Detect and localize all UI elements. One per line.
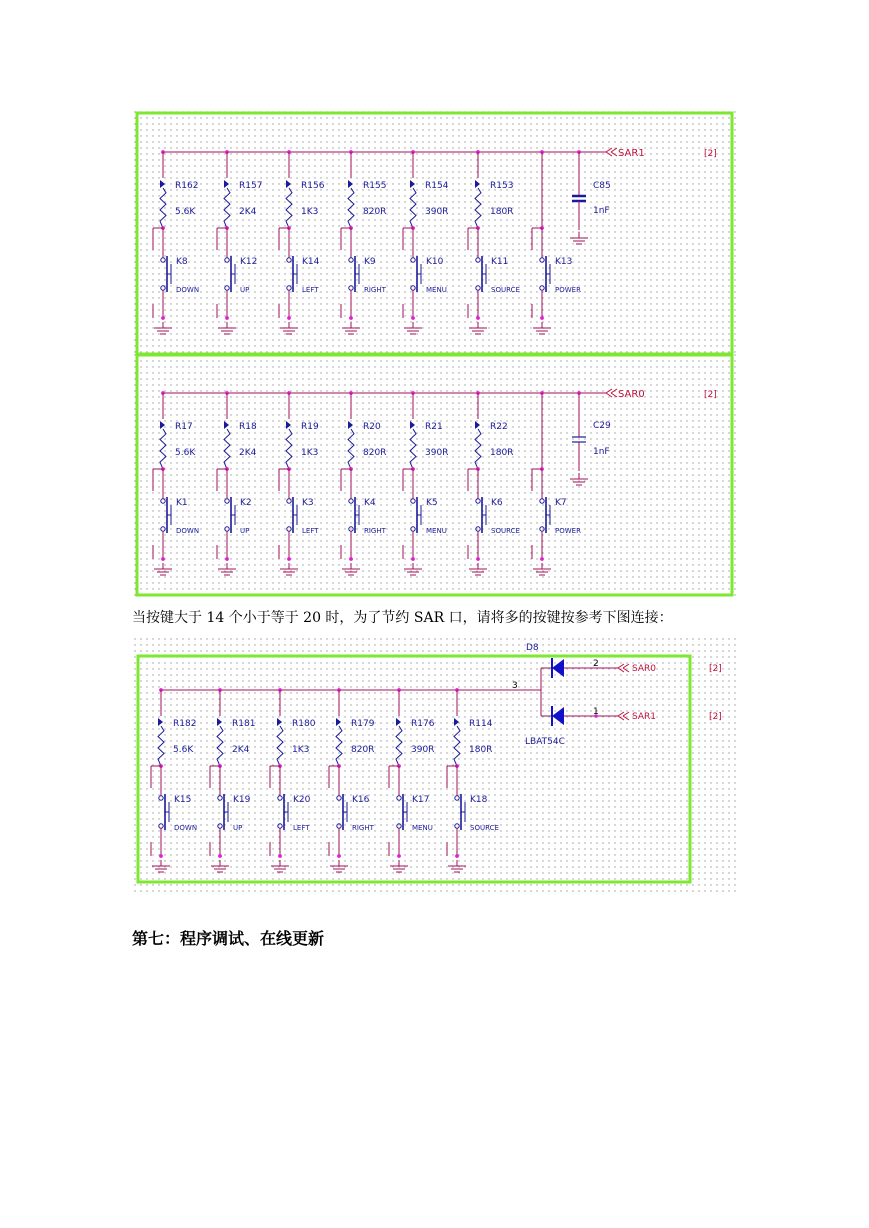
schematic-sar0-svg — [132, 352, 736, 597]
key-label: UP — [240, 286, 250, 294]
key-ref: K12 — [240, 257, 258, 267]
schematic-sar0 — [132, 352, 736, 597]
resistor-value: 2K4 — [239, 207, 257, 217]
resistor-value: 2K4 — [239, 448, 257, 458]
resistor-ref: R157 — [239, 181, 263, 191]
sheet-ref: [2] — [704, 390, 717, 400]
diode-ref: D8 — [526, 643, 539, 653]
key-label: LEFT — [293, 824, 310, 832]
junction-node — [337, 854, 341, 858]
key-ref: K5 — [426, 498, 438, 508]
resistor-value: 820R — [351, 745, 375, 755]
junction-node — [287, 316, 291, 320]
junction-node — [159, 854, 163, 858]
key-label: MENU — [426, 527, 447, 535]
schematic-sar1 — [132, 109, 736, 357]
key-label: SOURCE — [470, 824, 499, 832]
key-label: UP — [233, 824, 243, 832]
schematic-sar1-svg — [132, 109, 736, 357]
resistor-value: 180R — [469, 745, 493, 755]
resistor-value: 5.6K — [173, 745, 194, 755]
key-ref: K17 — [412, 795, 430, 805]
key-ref: K18 — [470, 795, 488, 805]
junction-node — [287, 557, 291, 561]
cap-ref: C85 — [593, 181, 611, 191]
junction-node — [218, 854, 222, 858]
section-heading: 第七：程序调试、在线更新 — [132, 929, 325, 948]
junction-node — [411, 316, 415, 320]
key-label: DOWN — [174, 824, 198, 832]
key-label: LEFT — [302, 286, 319, 294]
junction-node — [349, 316, 353, 320]
key-ref: K19 — [233, 795, 251, 805]
resistor-ref: R22 — [490, 422, 508, 432]
key-ref: K7 — [555, 498, 567, 508]
sheet-ref: [2] — [709, 712, 722, 722]
key-ref: K14 — [302, 257, 320, 267]
junction-node — [225, 316, 229, 320]
resistor-ref: R154 — [425, 181, 449, 191]
junction-node — [278, 854, 282, 858]
resistor-value: 820R — [363, 448, 387, 458]
key-label: MENU — [412, 824, 433, 832]
key-ref: K20 — [293, 795, 311, 805]
key-label: RIGHT — [352, 824, 374, 832]
resistor-ref: R153 — [490, 181, 514, 191]
key-label: MENU — [426, 286, 447, 294]
resistor-ref: R18 — [239, 422, 257, 432]
resistor-ref: R114 — [469, 719, 493, 729]
schematic-extra-keys-svg — [132, 636, 736, 892]
resistor-value: 390R — [411, 745, 435, 755]
key-label: UP — [240, 527, 250, 535]
resistor-value: 820R — [363, 207, 387, 217]
key-label: POWER — [555, 286, 581, 294]
resistor-value: 5.6K — [175, 207, 196, 217]
resistor-value: 1K3 — [301, 207, 319, 217]
resistor-value: 1K3 — [292, 745, 310, 755]
resistor-ref: R162 — [175, 181, 199, 191]
key-ref: K16 — [352, 795, 370, 805]
resistor-ref: R20 — [363, 422, 381, 432]
key-ref: K2 — [240, 498, 252, 508]
resistor-ref: R19 — [301, 422, 319, 432]
cap-ref: C29 — [593, 421, 611, 431]
net-label-sar1: SAR1 — [632, 712, 657, 722]
key-ref: K13 — [555, 257, 573, 267]
junction-node — [349, 557, 353, 561]
diode-part: LBAT54C — [525, 737, 565, 747]
resistor-ref: R156 — [301, 181, 325, 191]
diode-pin-common: 3 — [512, 681, 518, 691]
key-ref: K4 — [364, 498, 376, 508]
resistor-ref: R21 — [425, 422, 443, 432]
key-label: DOWN — [176, 527, 200, 535]
junction-node — [411, 557, 415, 561]
key-label: RIGHT — [364, 527, 386, 535]
junction-node — [540, 316, 544, 320]
cap-value: 1nF — [593, 447, 610, 457]
key-label: RIGHT — [364, 286, 386, 294]
junction-node — [476, 557, 480, 561]
diode-pin-a: 2 — [593, 659, 599, 669]
resistor-value: 390R — [425, 207, 449, 217]
key-ref: K1 — [176, 498, 188, 508]
resistor-ref: R182 — [173, 719, 197, 729]
net-label-sar1: SAR1 — [618, 148, 645, 159]
key-ref: K11 — [491, 257, 509, 267]
diode-pin-b: 1 — [593, 707, 599, 717]
resistor-ref: R180 — [292, 719, 316, 729]
resistor-ref: R176 — [411, 719, 435, 729]
key-ref: K9 — [364, 257, 376, 267]
schematic-extra-keys — [132, 636, 736, 892]
caption-text: 当按键大于 14 个小于等于 20 时，为了节约 SAR 口，请将多的按键按参考下图连接： — [132, 610, 673, 626]
key-label: LEFT — [302, 527, 319, 535]
junction-node — [161, 316, 165, 320]
net-label-sar0: SAR0 — [618, 389, 645, 400]
junction-node — [476, 316, 480, 320]
resistor-value: 1K3 — [301, 448, 319, 458]
junction-node — [455, 854, 459, 858]
resistor-value: 390R — [425, 448, 449, 458]
resistor-ref: R181 — [232, 719, 256, 729]
key-ref: K6 — [491, 498, 503, 508]
resistor-value: 180R — [490, 448, 514, 458]
key-label: SOURCE — [491, 527, 520, 535]
net-label-sar0: SAR0 — [632, 664, 657, 674]
key-ref: K3 — [302, 498, 314, 508]
junction-node — [540, 557, 544, 561]
key-label: POWER — [555, 527, 581, 535]
key-label: SOURCE — [491, 286, 520, 294]
key-ref: K15 — [174, 795, 192, 805]
junction-node — [397, 854, 401, 858]
key-label: DOWN — [176, 286, 200, 294]
resistor-ref: R155 — [363, 181, 387, 191]
sheet-ref: [2] — [704, 149, 717, 159]
cap-value: 1nF — [593, 206, 610, 216]
junction-node — [225, 557, 229, 561]
resistor-ref: R179 — [351, 719, 375, 729]
resistor-value: 180R — [490, 207, 514, 217]
key-ref: K8 — [176, 257, 188, 267]
resistor-ref: R17 — [175, 422, 193, 432]
resistor-value: 2K4 — [232, 745, 250, 755]
key-ref: K10 — [426, 257, 444, 267]
sheet-ref: [2] — [709, 664, 722, 674]
resistor-value: 5.6K — [175, 448, 196, 458]
junction-node — [161, 557, 165, 561]
